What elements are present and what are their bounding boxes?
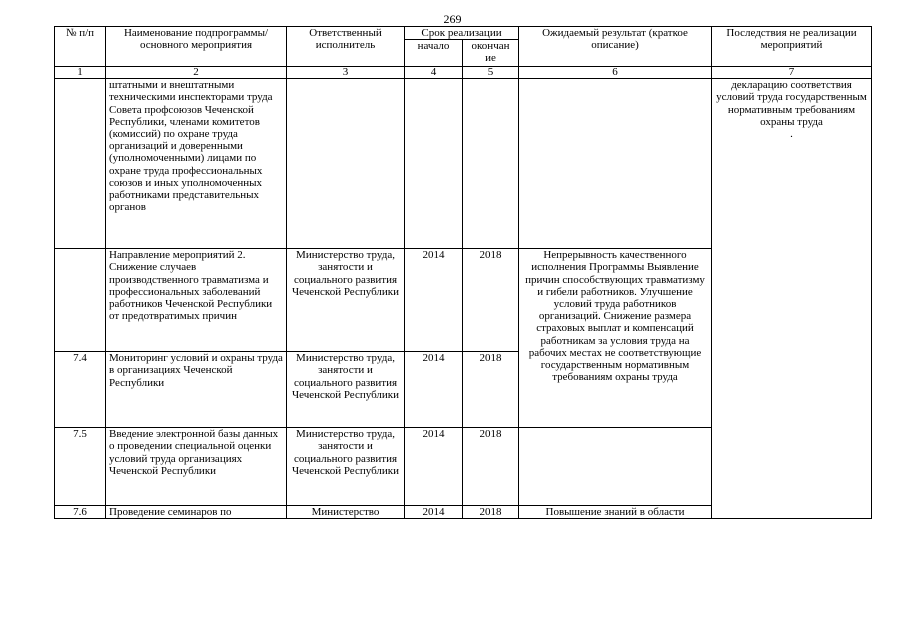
row-start: 2014 xyxy=(405,506,463,519)
row-executor: Министерство труда, занятости и социального развития Чеченской Республики xyxy=(287,352,405,428)
row-executor: Министерство xyxy=(287,506,405,519)
row-start xyxy=(405,79,463,249)
header-consequences: Последствия не реализации мероприятий xyxy=(712,27,872,67)
row-executor: Министерство труда, занятости и социального развития Чеченской Республики xyxy=(287,249,405,352)
row-name: Введение электронной базы данных о проведении специальной оценки условий труда организациях Чеченской Республики xyxy=(106,428,287,506)
row-num: 7.6 xyxy=(55,506,106,519)
col-number: 6 xyxy=(519,67,712,79)
row-end xyxy=(463,79,519,249)
header-start: начало xyxy=(405,40,463,67)
table-row xyxy=(55,79,872,249)
row-num xyxy=(55,249,106,352)
col-number: 4 xyxy=(405,67,463,79)
consequences-cell xyxy=(712,79,872,519)
col-number: 5 xyxy=(463,67,519,79)
measures-table xyxy=(54,26,872,519)
row-name: Проведение семинаров по xyxy=(106,506,287,519)
page-number: 269 xyxy=(443,12,462,26)
row-name: штатными и внештатными техническими инспекторами труда Совета профсоюзов Чеченской Республики, членами комитетов (комиссий) по охране труда организаций и доверенными (уполномоченными) лицами по охране труда профессиональных союзов и иных уполномоченных работниками представительных органов xyxy=(106,79,287,249)
col-number: 1 xyxy=(55,67,106,79)
header-num: № п/п xyxy=(55,27,106,67)
row-end: 2018 xyxy=(463,506,519,519)
row-name: Мониторинг условий и охраны труда в организациях Чеченской Республики xyxy=(106,352,287,428)
col-number: 7 xyxy=(712,67,872,79)
consequences-text: декларацию соответствия условий труда государственным нормативным требованиям охраны труда . xyxy=(716,79,867,141)
row-end: 2018 xyxy=(463,428,519,506)
row-num: 7.5 xyxy=(55,428,106,506)
header-name: Наименование подпрограммы/ основного мероприятия xyxy=(106,27,287,67)
header-executor: Ответственный исполнитель xyxy=(287,27,405,67)
row-result: Повышение знаний в области xyxy=(519,506,712,519)
row-result xyxy=(519,428,712,506)
col-number: 3 xyxy=(287,67,405,79)
header-result: Ожидаемый результат (краткое описание) xyxy=(519,27,712,67)
row-start: 2014 xyxy=(405,428,463,506)
col-number: 2 xyxy=(106,67,287,79)
row-start: 2014 xyxy=(405,249,463,352)
row-name: Направление мероприятий 2. Снижение случаев производственного травматизма и профессиональных заболеваний работников Чеченской Республики от предотвратимых причин xyxy=(106,249,287,352)
row-end: 2018 xyxy=(463,249,519,352)
header-period: Срок реализации xyxy=(405,27,519,40)
row-result xyxy=(519,79,712,249)
row-num: 7.4 xyxy=(55,352,106,428)
header-end: окончан ие xyxy=(463,40,519,67)
row-start: 2014 xyxy=(405,352,463,428)
row-result: Непрерывность качественного исполнения Программы Выявление причин способствующих травматизму и гибели работников. Улучшение условий труда работников организаций. Снижение размера страховых выплат и компенсаций работникам за условия труда на рабочих местах не соответствующие государственным нормативным требованиям охраны труда xyxy=(519,249,712,428)
row-end: 2018 xyxy=(463,352,519,428)
row-executor xyxy=(287,79,405,249)
row-executor: Министерство труда, занятости и социального развития Чеченской Республики xyxy=(287,428,405,506)
row-num xyxy=(55,79,106,249)
